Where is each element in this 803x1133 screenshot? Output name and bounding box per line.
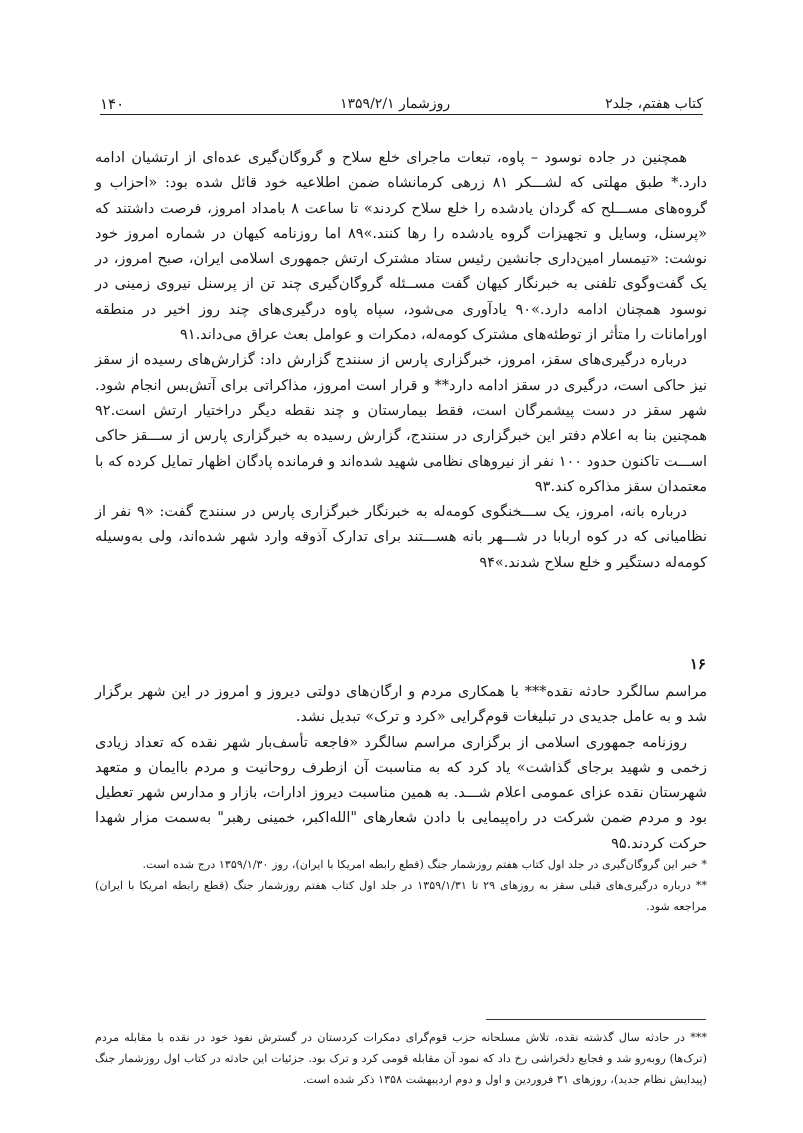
paragraph-saqqez: درباره درگیری‌های سقز، امروز، خبرگزاری پارس از سنندج گزارش داد: گزارش‌های رسیده از سقز نیز حاکی است، درگیری در سقز ادامه دارد** و قرار است امروز، مذاکراتی برای آتش‌بس انجام شود. شهر سقز در دست پیشمرگان است، فقط بیمارستان و چند نقطه دیگر دراختیار ارتش است.۹۲ همچنین بنا به اعلام دفتر این خبرگزاری در سنندج، گزارش رسیده به خبرگزاری پارس از ســـقز حاکی اســـت تاکنون حدود ۱۰۰ نفر از نیروهای نظامی شهید شده‌اند و فرمانده پادگان اظهار تمایل کرده که با معتمدان سقز مذاکره کند.۹۳	[95, 352, 707, 495]
main-text-section	[95, 680, 707, 857]
footnote-2: ** درباره درگیری‌های قبلی سقز به روزهای ۲۹ تا ۱۳۵۹/۱/۳۱ در جلد اول کتاب هفتم روزشمار جنگ (قطع رابطه امریکا با ایران) مراجعه شود.	[95, 879, 707, 913]
paragraph-baneh: درباره بانه، امروز، یک ســـخنگوی کومه‌له به خبرنگار خبرگزاری پارس در سنندج گفت: «۹ نفر از نظامیانی که در کوه اربابا در شـــهر بانه هســـتند برای تدارک آذوقه وارد شهر شده‌اند، ولی به‌وسیله کومه‌له دستگیر و خلع سلاح شدند.»۹۴	[95, 504, 707, 571]
footnote-rule	[486, 1019, 706, 1020]
running-header-date: روزشمار ۱۳۵۹/۲/۱	[340, 96, 451, 112]
running-header-book-title: کتاب هفتم، جلد۲	[605, 96, 703, 112]
footnotes	[95, 854, 707, 917]
paragraph-naqadeh-anniversary: مراسم سالگرد حادثه نقده*** با همکاری مردم و ارگان‌های دولتی دیروز و امروز در این شهر برگزار شد و به عامل جدیدی در تبلیغات قوم‌گرایی «کرد و ترک» تبدیل نشد.	[95, 684, 707, 726]
footnote-3: *** در حادثه سال گذشته نقده، تلاش مسلحانه حزب قوم‌گرای دمکرات کردستان در گسترش نفوذ خود در نقده با مقابله مردم (ترک‌ها) روبه‌رو شد و فجایع دلخراشی رخ داد که نمود آن مقابله قومی کرد و ترک بود. جزئیات این حادثه در کتاب اول روزشمار جنگ (پیدایش نظام جدید)، روزهای ۳۱ فروردین و اول و دوم اردیبهشت ۱۳۵۸ ذکر شده است.	[95, 1031, 707, 1086]
section-number: ۱۶	[689, 655, 706, 673]
footnotes-lower	[95, 1027, 707, 1090]
main-text-top	[95, 146, 707, 576]
paragraph-nowsud: همچنین در جاده نوسود – پاوه، تبعات ماجرای خلع سلاح و گروگان‌گیری عده‌ای از ارتشیان ادامه دارد.* طبق مهلتی که لشـــکر ۸۱ زرهی کرمانشاه ضمن اطلاعیه خود قائل شده بود: «احزاب و گروه‌های مســـلح که گردان یادشده را خلع سلاح کردند» تا ساعت ۸ بامداد امروز، فرصت داشتند که «پرسنل، وسایل و تجهیزات گروه یادشده را رها کنند.»۸۹ اما روزنامه کیهان در شماره امروز خود نوشت: «تیمسار امین‌داری جانشین رئیس ستاد مشترک ارتش جمهوری اسلامی ایران، صبح امروز، در یک گفت‌وگوی تلفنی به خبرنگار کیهان گفت مســئله گروگان‌گیری چند تن از پرسنل نیروی زمینی در نوسود همچنان ادامه دارد.»۹۰ یادآوری می‌شود، سپاه پاوه درگیری‌های چند روز اخیر در منطقه اورامانات را متأثر از توطئه‌های مشترک کومه‌له، دمکرات و عوامل بعث عراق می‌داند.۹۱	[95, 150, 708, 344]
page-number: ۱۴۰	[100, 95, 125, 113]
footnote-1: * خبر این گروگان‌گیری در جلد اول کتاب هفتم روزشمار جنگ (قطع رابطه امریکا با ایران)، روز ۱۳۵۹/۱/۳۰ درج شده است.	[142, 858, 707, 871]
paragraph-jomhouri-eslami: روزنامه جمهوری اسلامی از برگزاری مراسم سالگرد «فاجعه تأسف‌بار شهر نقده که تعداد زیادی زخمی و شهید برجای گذاشت» یاد کرد که به مناسبت آن ازطرف روحانیت و مردم باایمان و متعهد شهرستان نقده عزای عمومی اعلام شـــد. به همین مناسبت دیروز ادارات، بازار و مدارس شهر تعطیل بود و مردم ضمن شرکت در راه‌پیمایی با دادن شعارهای "الله‌اکبر، خمینی رهبر" به‌سمت مزار شهدا حرکت کردند.۹۵	[95, 734, 707, 852]
header-rule	[100, 114, 703, 115]
